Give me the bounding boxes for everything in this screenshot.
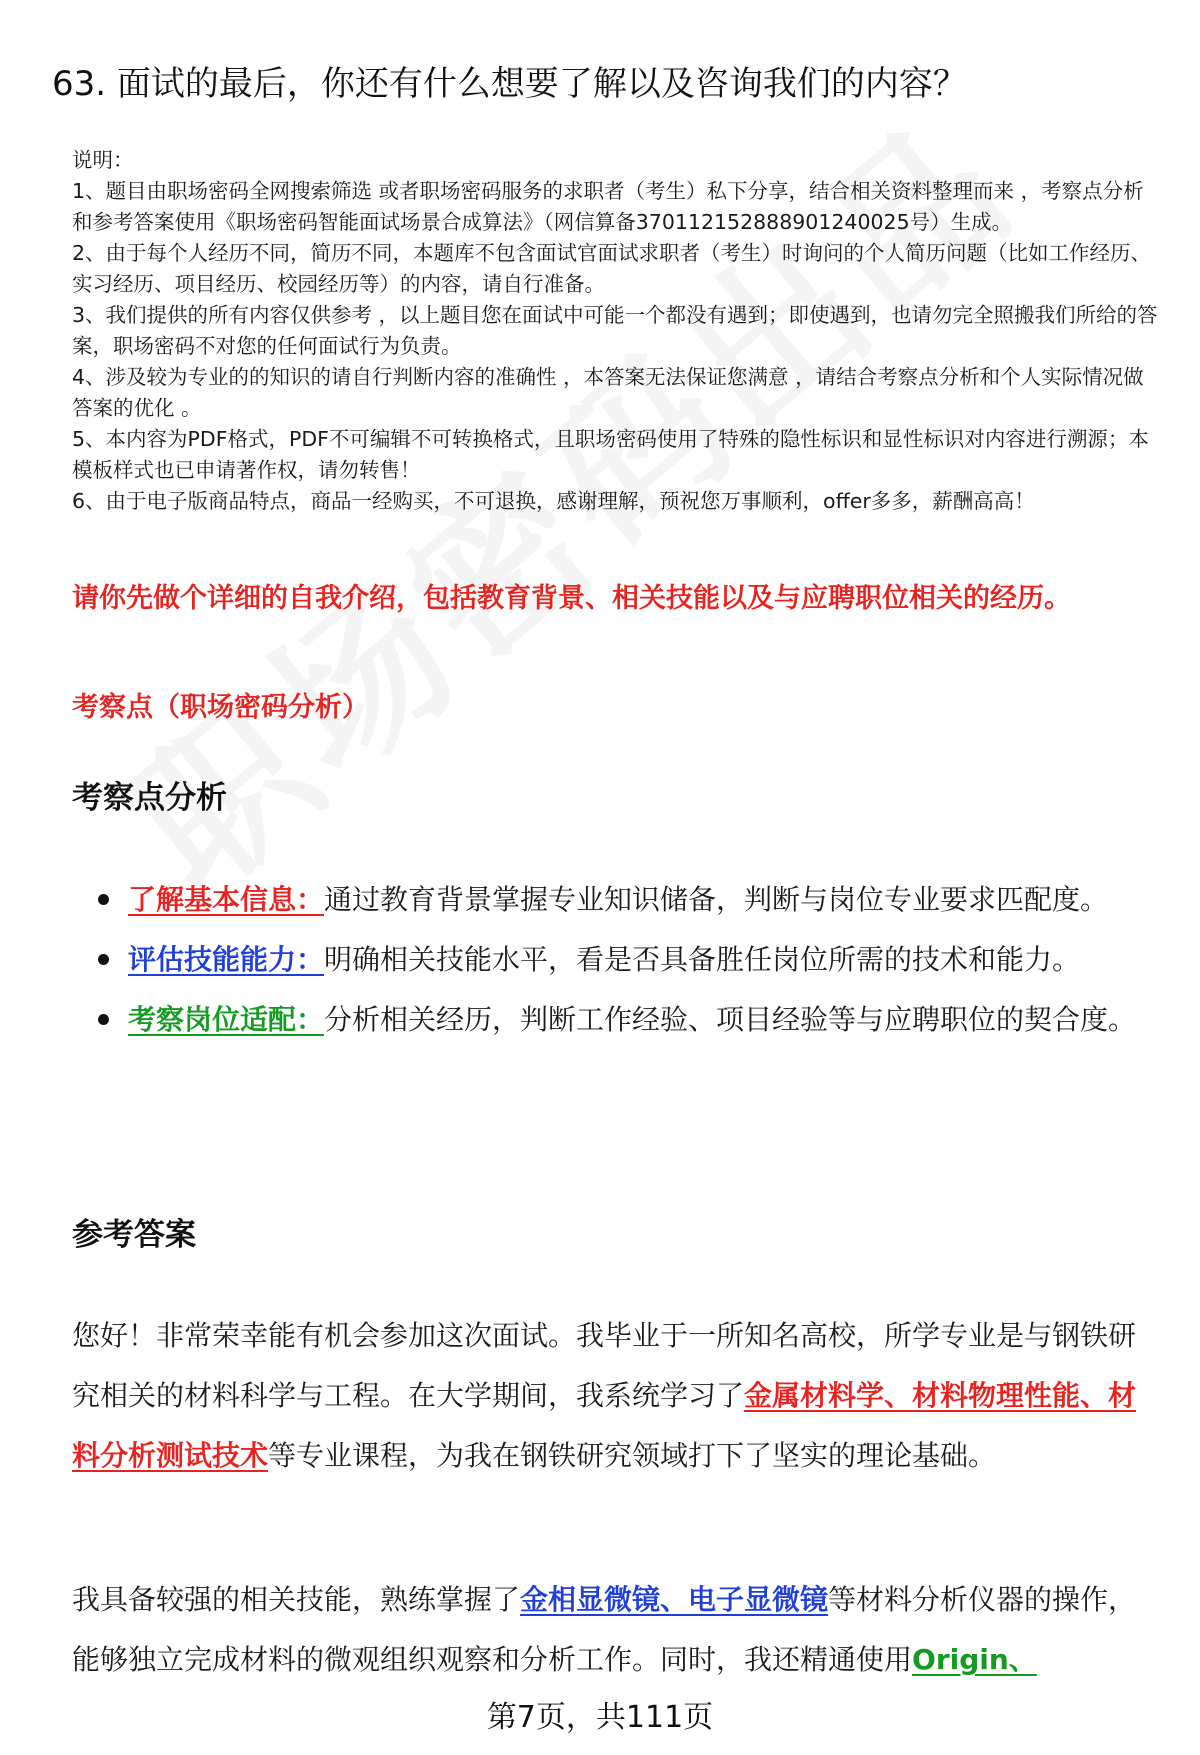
paragraph-text: 等材料分析仪器的操作，能够独立完成材料的微观组织观察和分析工作。同时，我还精通使用 — [72, 1583, 1137, 1676]
notes-line: 3、我们提供的所有内容仅供参考 ，以上题目您在面试中可能一个都没有遇到；即使遇到，也请勿完全照搬我们所给的答案，职场密码不对您的任何面试行为负责。 — [72, 303, 1158, 358]
bullet-keyword: 了解基本信息： — [128, 883, 325, 916]
answer-paragraph-1 — [72, 1306, 1152, 1486]
paragraph-text: 我具备较强的相关技能，熟练掌握了 — [72, 1583, 521, 1616]
notes-line: 说明： — [72, 148, 134, 172]
paragraph-text: 等专业课程，为我在钢铁研究领域打下了坚实的理论基础。 — [268, 1439, 997, 1472]
answer-heading: 参考答案 — [72, 1217, 196, 1253]
bullet-text: 通过教育背景掌握专业知识储备，判断与岗位专业要求匹配度。 — [324, 883, 1109, 916]
question-title: 63. 面试的最后，你还有什么想要了解以及咨询我们的内容？ — [52, 64, 967, 104]
notes-line: 4、涉及较为专业的的知识的请自行判断内容的准确性 ，本答案无法保证您满意 ，请结合考察点分析和个人实际情况做答案的优化 。 — [72, 365, 1144, 420]
list-item — [72, 870, 1142, 930]
highlight-text: Origin、 — [912, 1643, 1037, 1676]
notes-line: 5、本内容为PDF格式，PDF不可编辑不可转换格式，且职场密码使用了特殊的隐性标识和显性标识对内容进行溯源；本模板样式也已申请著作权，请勿转售！ — [72, 427, 1149, 482]
answer-paragraph-2 — [72, 1570, 1152, 1690]
notes-line: 1、题目由职场密码全网搜索筛选 或者职场密码服务的求职者（考生）私下分享，结合相关资料整理而来 ，考察点分析和参考答案使用《职场密码智能面试场景合成算法》（网信算备370112152888901240025号）生成。 — [72, 179, 1144, 234]
analysis-label: 考察点（职场密码分析） — [72, 692, 369, 723]
list-item — [72, 990, 1142, 1050]
notes-line: 6、由于电子版商品特点，商品一经购买，不可退换，感谢理解，预祝您万事顺利，offer多多，薪酬高高！ — [72, 489, 1035, 513]
list-item — [72, 930, 1142, 990]
analysis-list — [72, 870, 1142, 1050]
notes-block — [72, 145, 1162, 517]
bullet-text: 分析相关经历，判断工作经验、项目经验等与应聘职位的契合度。 — [324, 1003, 1137, 1036]
notes-line: 2、由于每个人经历不同，简历不同，本题库不包含面试官面试求职者（考生）时询问的个人简历问题（比如工作经历、实习经历、项目经历、校园经历等）的内容，请自行准备。 — [72, 241, 1152, 296]
bullet-dot-icon — [98, 894, 109, 905]
highlight-text: 金属材料学、材料物理性能、材料分析测试技术 — [72, 1379, 1137, 1472]
highlight-text: 金相显微镜、电子显微镜 — [520, 1583, 829, 1616]
bullet-dot-icon — [98, 954, 109, 965]
bullet-keyword: 考察岗位适配： — [128, 1003, 325, 1036]
bullet-keyword: 评估技能能力： — [128, 943, 325, 976]
bullet-text: 明确相关技能水平，看是否具备胜任岗位所需的技术和能力。 — [324, 943, 1081, 976]
prompt-question: 请你先做个详细的自我介绍，包括教育背景、相关技能以及与应聘职位相关的经历。 — [72, 583, 1071, 614]
page-number: 第7页，共111页 — [486, 1700, 714, 1735]
bullet-dot-icon — [98, 1014, 109, 1025]
paragraph-text: 您好！非常荣幸能有机会参加这次面试。我毕业于一所知名高校，所学专业是与钢铁研究相关的材料科学与工程。在大学期间，我系统学习了 — [72, 1319, 1137, 1412]
analysis-heading: 考察点分析 — [72, 780, 227, 816]
